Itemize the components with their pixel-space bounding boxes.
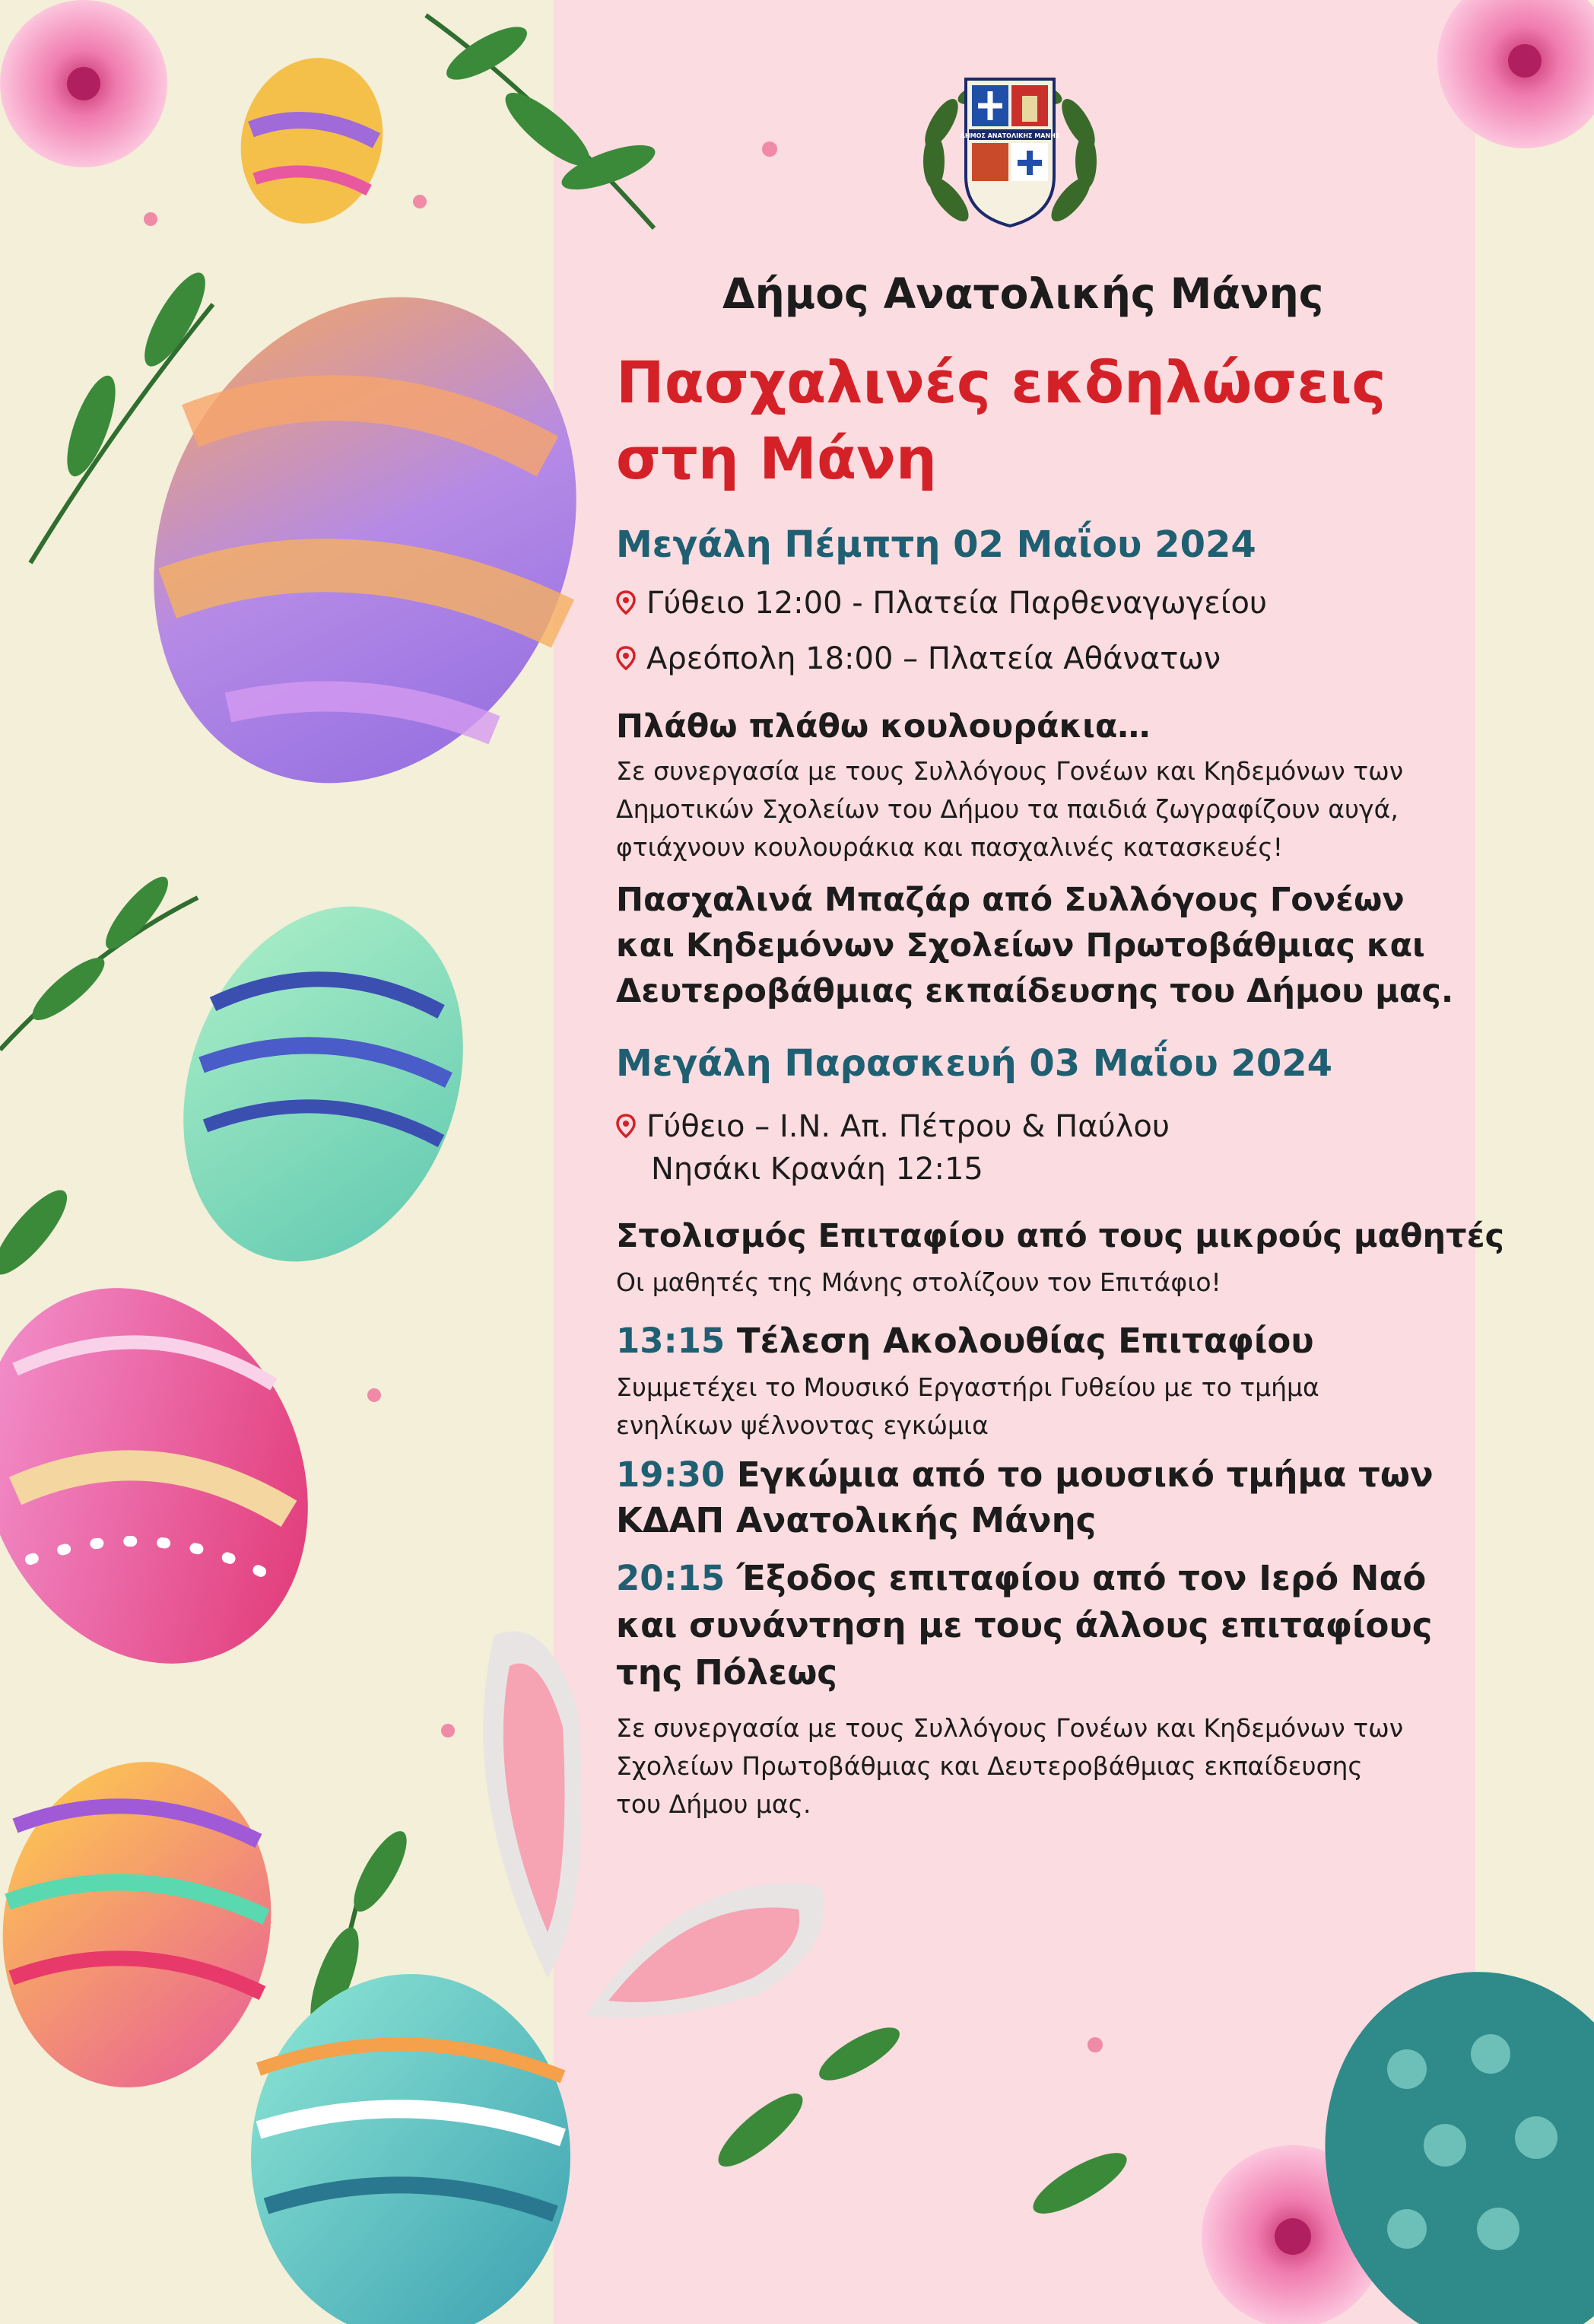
friday-location-2: Νησάκι Κρανάη 12:15 [651, 1152, 983, 1187]
event-title: Τέλεση Ακολουθίας Επιταφίου [736, 1321, 1314, 1361]
location-text: Αρεόπολη 18:00 – Πλατεία Αθάνατων [646, 641, 1221, 676]
page-title: Πασχαλινές εκδηλώσεις [616, 348, 1386, 416]
easter-egg-striped [0, 1741, 297, 2109]
event-2015-line2: και συνάντηση με τους άλλους επιταφίους [616, 1605, 1433, 1645]
event-desc-1: Συμμετέχει το Μουσικό Εργαστήρι Γυθείου με το τμήμα [616, 1372, 1319, 1402]
event-1930 [616, 1454, 1434, 1495]
thursday-date: Μεγάλη Πέμπτη 02 Μαΐου 2024 [616, 523, 1256, 566]
location-pin-icon [616, 646, 636, 672]
page-title-line2: στη Μάνη [616, 424, 937, 492]
event-1930-line2: ΚΔΑΠ Ανατολικής Μάνης [616, 1500, 1097, 1540]
thursday-location-2 [616, 641, 1221, 676]
bazaar-line-3: Δευτεροβάθμιας εκπαίδευσης του Δήμου μας. [616, 972, 1454, 1010]
location-pin-icon [616, 590, 636, 616]
event-title: Εγκώμια από το μουσικό τμήμα των [736, 1454, 1434, 1495]
event-1315 [616, 1321, 1314, 1361]
friday-date: Μεγάλη Παρασκευή 03 Μαΐου 2024 [616, 1042, 1333, 1085]
logo-text: ΔΗΜΟΣ ΑΝΑΤΟΛΙΚΗΣ ΜΑΝΗΣ [960, 132, 1060, 139]
event-desc-2: ενηλίκων ψέλνοντας εγκώμια [616, 1410, 989, 1440]
location-pin-icon [616, 1114, 636, 1140]
activity-desc-1: Σε συνεργασία με τους Συλλόγους Γονέων και Κηδεμόνων των [616, 756, 1404, 786]
easter-egg-pink [0, 1234, 368, 1717]
thursday-location-1 [616, 586, 1267, 621]
closing-desc-3: του Δήμου μας. [616, 1789, 811, 1819]
easter-egg-green [135, 867, 510, 1302]
activity-desc-2: Δημοτικών Σχολείων του Δήμου τα παιδιά ζωγραφίζουν αυγά, [616, 794, 1399, 824]
bazaar-line-2: και Κηδεμόνων Σχολείων Πρωτοβάθμιας και [616, 927, 1425, 965]
activity-desc-3: φτιάχνουν κουλουράκια και πασχαλινές κατασκευές! [616, 832, 1283, 862]
municipality-logo [903, 62, 1116, 231]
organization-name: Δήμος Ανατολικής Μάνης [722, 269, 1324, 318]
decoration-desc: Οι μαθητές της Μάνης στολίζουν τον Επιτάφιο! [616, 1267, 1221, 1297]
easter-egg-small-top [223, 42, 402, 240]
bazaar-line-1: Πασχαλινά Μπαζάρ από Συλλόγους Γονέων [616, 881, 1405, 919]
friday-location-1 [616, 1109, 1170, 1144]
event-2015-line3: της Πόλεως [616, 1652, 837, 1693]
closing-desc-2: Σχολείων Πρωτοβάθμιας και Δευτεροβάθμιας εκπαίδευσης [616, 1751, 1363, 1781]
event-title: Έξοδος επιταφίου από τον Ιερό Ναό [736, 1558, 1427, 1598]
activity-title: Πλάθω πλάθω κουλουράκια… [616, 707, 1151, 746]
event-time: 13:15 [616, 1321, 726, 1361]
event-time: 19:30 [616, 1454, 726, 1495]
event-time: 20:15 [616, 1558, 726, 1598]
location-text: Γύθειο 12:00 - Πλατεία Παρθεναγωγείου [646, 586, 1268, 621]
location-text: Γύθειο – Ι.Ν. Απ. Πέτρου & Παύλου [646, 1109, 1170, 1144]
event-2015 [616, 1558, 1426, 1598]
decoration-title: Στολισμός Επιταφίου από τους μικρούς μαθητές [616, 1217, 1505, 1255]
easter-egg-teal [251, 1974, 570, 2324]
closing-desc-1: Σε συνεργασία με τους Συλλόγους Γονέων και Κηδεμόνων των [616, 1713, 1404, 1743]
